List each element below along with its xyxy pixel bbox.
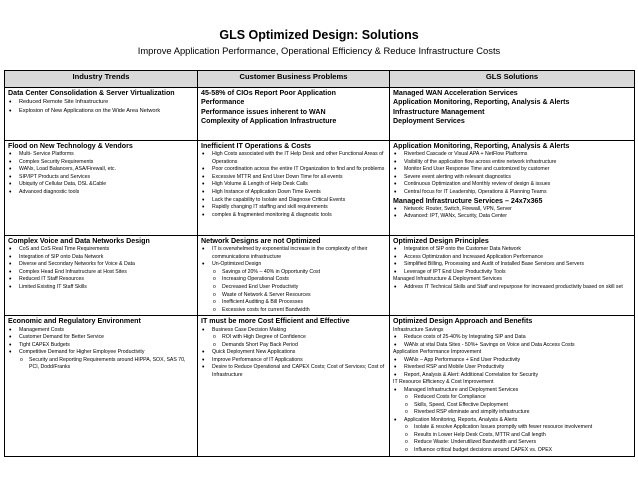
list-item: • Network: Router, Switch, Firewall, VPN, Server xyxy=(393,206,631,214)
section-label: IT Resource Efficiency & Cost Improvement xyxy=(393,379,494,386)
sub-list-item: o Inefficient Auditing & Bill Processes xyxy=(212,299,386,307)
list-item: • Explosion of New Applications on the Wide Area Network xyxy=(8,107,194,116)
list-item: • IT is overwhelmed by exponential increase in the complexity of their communications infrastructure xyxy=(201,246,386,261)
sub-list xyxy=(19,357,194,372)
section-label: Infrastructure Savings xyxy=(393,326,444,333)
list-item: • Leverage of IPT End User Productivity Tools xyxy=(393,269,631,277)
list-item: • Advanced: IPT, WANx, Security, Data Center xyxy=(393,213,631,221)
sub-list xyxy=(212,269,386,314)
sub-list-item: o Savings of 20% – 40% in Opportunity Cost xyxy=(212,269,386,277)
table-header-row xyxy=(5,71,635,88)
sub-list-item: o Riverbed RSP eliminate and simplify infrastructure xyxy=(404,409,631,417)
table-row xyxy=(5,236,635,316)
bullet-list xyxy=(8,327,194,372)
list-item: • Management Costs xyxy=(8,327,194,335)
list-item: • Monitor End User Response Time and customized by customer xyxy=(393,166,631,174)
list-item: • Improve Performance of IT Applications xyxy=(201,357,386,365)
list-item: • WANx, Load Balancers, ASA/Firewall, etc. xyxy=(8,166,194,174)
list-item-label: Managed Infrastructure and Deployment Services xyxy=(404,386,519,393)
list-item: • Desire to Reduce Operational and CAPEX Costs; Cost of Services; Cost of Infrastructure xyxy=(201,364,386,379)
cell-heading: Optimized Design Principles xyxy=(393,237,489,245)
list-item: • Ubiquity of Cellular Data, DSL &Cable xyxy=(8,181,194,189)
bullet-list xyxy=(393,284,631,292)
list-item-label: Competitive Demand for Higher Employee Productivity xyxy=(19,349,145,356)
sub-list-item: o Skills, Speed, Cost Effective Deployment xyxy=(404,402,631,410)
list-item: • Diverse and Secondary Networks for Voice & Data xyxy=(8,261,194,269)
list-item: • CoS and CoS Real Time Requirements xyxy=(8,246,194,254)
section-label: Managed Infrastructure & Deployment Services xyxy=(393,276,502,283)
sub-list-item: o Reduced Costs for Compliance xyxy=(404,394,631,402)
list-item: • Report, Analysis & Alert: Additional Correlation for Security xyxy=(393,372,631,380)
problems-cell xyxy=(198,236,390,316)
list-item: • Customer Demand for Better Service xyxy=(8,334,194,342)
list-item xyxy=(201,327,386,350)
sub-list-item: o Decreased End User Productivity xyxy=(212,284,386,292)
list-item: • Reduced Remote Site Infrastructure xyxy=(8,98,194,107)
list-item: • Reduced IT Staff Resources xyxy=(8,276,194,284)
list-item: • Riverbed RSP and Mobile User Productivity xyxy=(393,364,631,372)
sub-list-item: o Waste of Network & Server Resources xyxy=(212,292,386,300)
bullet-list xyxy=(393,334,631,349)
list-item-label: Un-Optimized Design xyxy=(212,261,262,268)
cell-heading: Application Monitoring, Reporting, Analysis & Alerts xyxy=(393,142,570,150)
cell-heading: Deployment Services xyxy=(393,117,465,126)
sub-list xyxy=(404,424,631,454)
table-row xyxy=(5,88,635,141)
cell-heading: Managed Infrastructure Services – 24x7x365 xyxy=(393,196,543,205)
trends-cell xyxy=(5,316,198,456)
problems-cell xyxy=(198,316,390,456)
list-item: • Poor coordination across the entire IT Organization to find and fix problems xyxy=(201,166,386,174)
sub-list-item: o Security and Reporting Requirements around HIPPA, SOX, SAS 70, PCI, Dodd/Franks xyxy=(19,357,194,372)
cell-heading: Application Monitoring, Reporting, Analysis & Alerts xyxy=(393,98,570,107)
list-item: • WANx – App Performance + End User Productivity xyxy=(393,357,631,365)
list-item: • Access Optimization and Increased Application Performance xyxy=(393,254,631,262)
list-item xyxy=(393,387,631,417)
column-header-industry-trends: Industry Trends xyxy=(5,71,198,88)
bullet-list xyxy=(393,206,631,221)
bullet-list xyxy=(8,246,194,291)
list-item: • WANx at vital Data Sites - 50%+ Savings on Voice and Data Access Costs xyxy=(393,342,631,350)
cell-heading: Optimized Design Approach and Benefits xyxy=(393,317,533,326)
sub-list-item: o Results in Lower Help Desk Costs, MTTR and Call length xyxy=(404,432,631,440)
cell-heading: Data Center Consolidation & Server Virtualization xyxy=(8,89,175,97)
list-item: • Simplified Billing, Processing and Audit of Installed Base Services and Servers xyxy=(393,261,631,269)
bullet-list xyxy=(201,327,386,380)
list-item xyxy=(8,349,194,372)
sub-list xyxy=(404,394,631,417)
table-row xyxy=(5,141,635,236)
cell-heading: Complex Voice and Data Networks Design xyxy=(8,237,150,245)
list-item: • Rapidly changing IT staffing and skill requirements xyxy=(201,204,386,212)
table-row xyxy=(5,316,635,456)
cell-heading: Inefficient IT Operations & Costs xyxy=(201,142,311,150)
problems-cell xyxy=(198,141,390,236)
list-item: • Quick Deployment New Applications xyxy=(201,349,386,357)
list-item: • complex & fragmented monitoring & diagnostic tools xyxy=(201,212,386,220)
sub-list-item: o ROI with High Degree of Confidence xyxy=(212,334,386,342)
list-item xyxy=(201,261,386,314)
list-item: • Severe event alerting with relevant diagnostics xyxy=(393,174,631,182)
cell-heading: Flood on New Technology & Vendors xyxy=(8,142,133,150)
solutions-cell xyxy=(390,141,635,236)
trends-cell xyxy=(5,88,198,141)
list-item: • Limited Existing IT Staff Skills xyxy=(8,284,194,292)
section-label: Application Performance Improvement xyxy=(393,349,482,356)
sub-list-item: o Increasing Operational Costs xyxy=(212,276,386,284)
bullet-list xyxy=(201,151,386,219)
sub-list-item: o Reduce Waste: Underutilized Bandwidth and Servers xyxy=(404,439,631,447)
list-item: • Integration of SIP onto Data Network xyxy=(8,254,194,262)
trends-cell xyxy=(5,236,198,316)
cell-heading: Managed WAN Acceleration Services xyxy=(393,89,518,97)
list-item: • High Costs associated with the IT Help Desk and other Functional Areas of Operations xyxy=(201,151,386,166)
list-item xyxy=(393,417,631,455)
list-item-label: Business Case Decision Making xyxy=(212,326,287,333)
list-item: • High Instance of Application Down Time Events xyxy=(201,189,386,197)
list-item: • Visibility of the application flow across entire network infrastructure xyxy=(393,159,631,167)
solutions-table xyxy=(4,70,635,457)
list-item-label: Application Monitoring, Reports, Analysis & Alerts xyxy=(404,416,518,423)
solutions-cell xyxy=(390,236,635,316)
sub-list xyxy=(212,334,386,349)
list-item: • High Volume & Length of Help Desk Calls xyxy=(201,181,386,189)
bullet-list xyxy=(201,246,386,314)
sub-list-item: o Isolate & resolve Application Issues promptly with fewer resource involvement xyxy=(404,424,631,432)
cell-heading: Infrastructure Management xyxy=(393,107,485,116)
cell-heading: IT must be more Cost Efficient and Effective xyxy=(201,317,350,326)
list-item: • Address IT Technical Skills and Staff and repurpose for increased productivity based on skill set xyxy=(393,284,631,292)
column-header-business-problems: Customer Business Problems xyxy=(198,71,390,88)
cell-heading: Performance xyxy=(201,98,245,107)
solutions-cell xyxy=(390,316,635,456)
column-header-gls-solutions: GLS Solutions xyxy=(390,71,635,88)
bullet-list xyxy=(393,151,631,196)
problems-cell xyxy=(198,88,390,141)
bullet-list xyxy=(393,357,631,380)
list-item: • Advanced diagnostic tools xyxy=(8,189,194,197)
page-subtitle: Improve Application Performance, Operational Efficiency & Reduce Infrastructure Costs xyxy=(137,45,501,56)
cell-heading: 45-58% of CIOs Report Poor Application xyxy=(201,89,336,97)
trends-cell xyxy=(5,141,198,236)
list-item: • Central focus for IT Leadership, Operations & Planning Teams xyxy=(393,189,631,197)
sub-list-item: o Influence critical budget decisions around CAPEX vs. OPEX xyxy=(404,447,631,455)
bullet-list xyxy=(8,151,194,196)
list-item: • Complex Security Requirements xyxy=(8,159,194,167)
list-item: • Tight CAPEX Budgets xyxy=(8,342,194,350)
sub-list-item: o Demands Short Pay Back Period xyxy=(212,342,386,350)
cell-heading: Complexity of Application Infrastructure xyxy=(201,117,337,126)
cell-heading: Network Designs are not Optimized xyxy=(201,237,321,245)
list-item: • Lack the capability to Isolate and Diagnose Critical Events xyxy=(201,197,386,205)
bullet-list xyxy=(393,387,631,455)
list-item: • Multi- Service Platforms xyxy=(8,151,194,159)
page-title: GLS Optimized Design: Solutions xyxy=(219,28,419,42)
list-item: • Complex Head End Infrastructure at Host Sites xyxy=(8,269,194,277)
list-item: • SIP/IPT Products and Services xyxy=(8,174,194,182)
bullet-list xyxy=(393,246,631,276)
cell-heading: Economic and Regulatory Environment xyxy=(8,317,141,326)
sub-list-item: o Excessive costs for current Bandwidth xyxy=(212,307,386,315)
cell-heading: Performance issues inherent to WAN xyxy=(201,107,326,116)
list-item: • Integration of SIP onto the Customer Data Network xyxy=(393,246,631,254)
solutions-cell xyxy=(390,88,635,141)
list-item: • Reduce costs of 25-40% by Integrating SIP and Data xyxy=(393,334,631,342)
list-item: • Excessive MTTR and End User Down Time for all events xyxy=(201,174,386,182)
bullet-list xyxy=(8,98,194,116)
list-item: • Riverbed Cascade or Visual APA + NetFlow Platforms xyxy=(393,151,631,159)
list-item: • Continuous Optimization and Monthly review of design & issues xyxy=(393,181,631,189)
